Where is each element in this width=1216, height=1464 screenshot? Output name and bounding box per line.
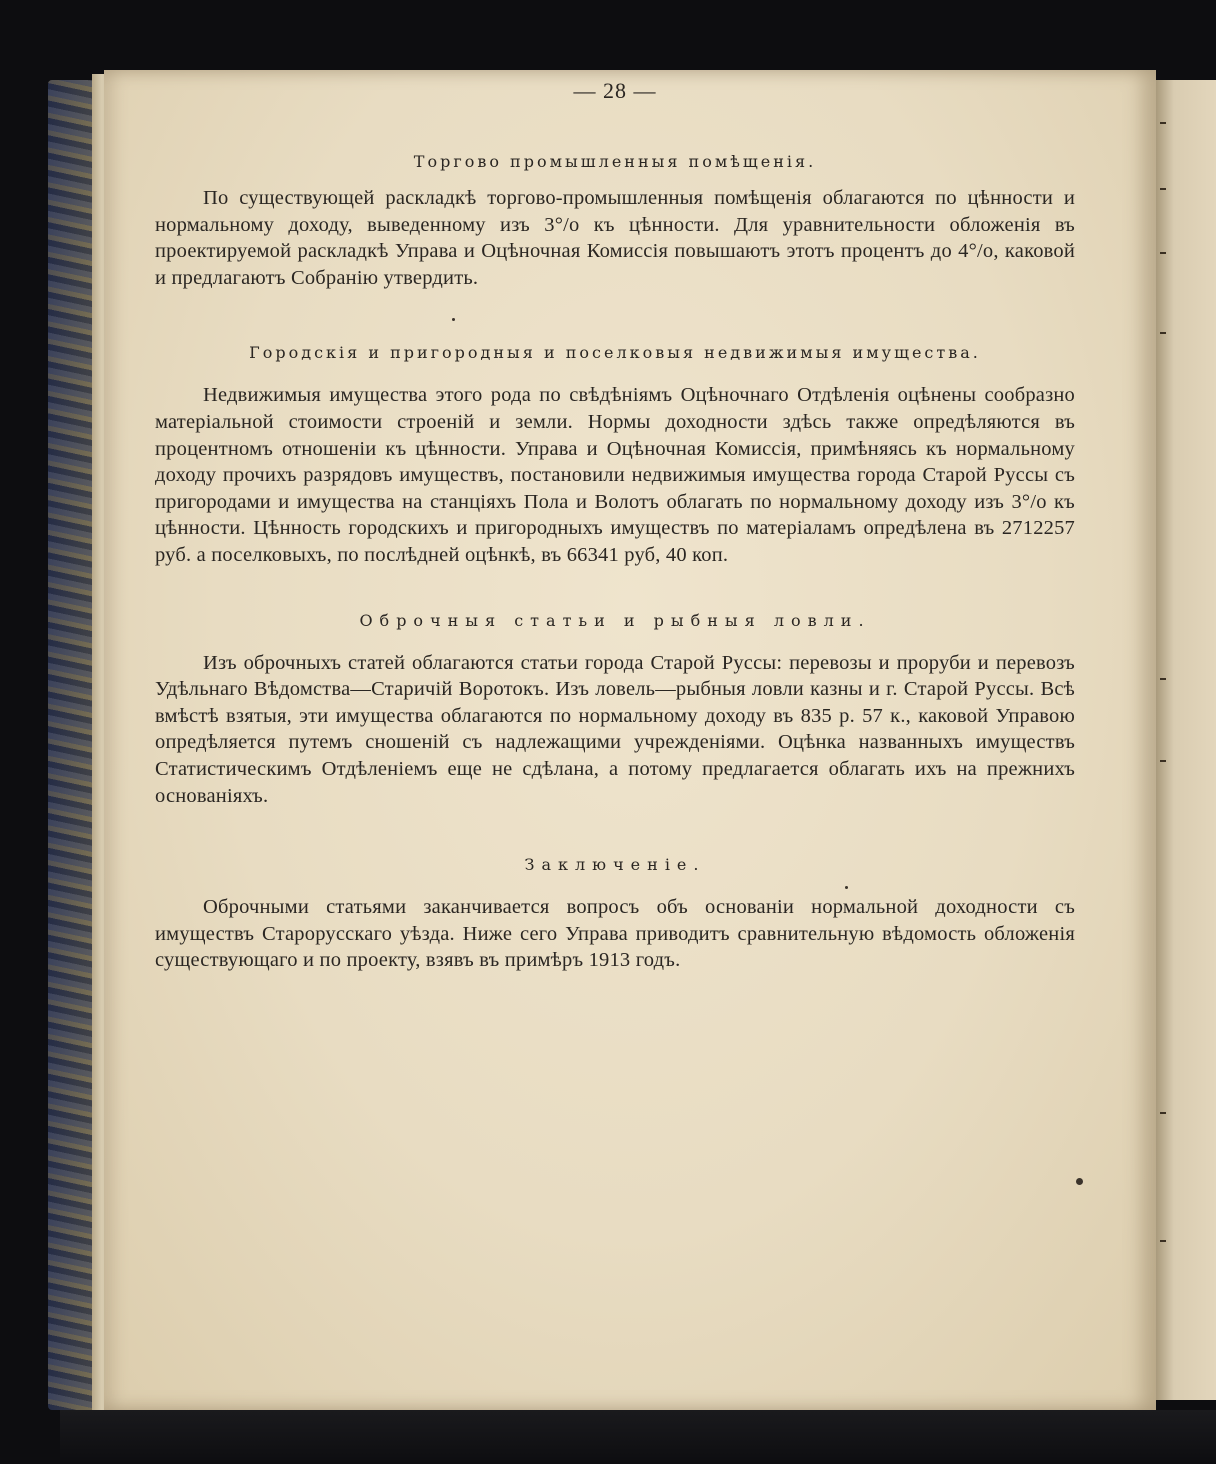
section-heading: Оброчныя статьи и рыбныя ловли. xyxy=(359,610,871,630)
page-number: — 28 — xyxy=(573,78,657,103)
section-paragraph: По существующей раскладкѣ торгово-промышленныя помѣщенія облагаются по цѣнности и нормальному доходу, выведенному изъ 3°/о къ цѣнности. Для уравнительности обложенія въ проектируемой раскладкѣ Управа и Оцѣночная Комиссія повышаютъ этотъ процентъ до 4°/о, каковой и предлагаютъ Собранію утвердить. xyxy=(155,187,1075,289)
section-paragraph: Оброчными статьями заканчивается вопросъ объ основаніи нормальной доходности съ имуществъ Старорусскаго уѣзда. Ниже сего Управа приводитъ сравнительную вѣдомость обложенія существующаго и по проекту, взявъ въ примѣръ 1913 годъ. xyxy=(155,896,1075,972)
page-mark xyxy=(1160,252,1166,254)
section-paragraph: Недвижимыя имущества этого рода по свѣдѣніямъ Оцѣночнаго Отдѣленія оцѣнены сообразно матеріальной стоимости строеній и земли. Нормы доходности здѣсь также опредѣляются въ процентномъ отношеніи къ цѣнности. Управа и Оцѣночная Комиссія, примѣняясь къ нормальному доходу прочихъ разрядовъ имуществъ, постановили недвижимыя имущества города Старой Руссы съ пригородами и имущества на станціяхъ Пола и Волотъ облагать по нормальному доходу изъ 3°/о къ цѣнности. Цѣнность городскихъ и пригородныхъ имуществъ по матеріаламъ опредѣлена въ 2712257 руб. а поселковыхъ, по послѣдней оцѣнкѣ, въ 66341 руб, 40 коп. xyxy=(155,384,1075,566)
page-mark xyxy=(1160,760,1166,762)
next-page-edge xyxy=(1156,80,1216,1400)
section-heading: Заключеніе. xyxy=(524,855,706,875)
page-mark xyxy=(1160,1240,1166,1242)
scan-background xyxy=(60,1410,1216,1464)
page-mark xyxy=(1160,1112,1166,1114)
page-text xyxy=(155,78,1075,974)
ink-spot xyxy=(1076,1178,1083,1185)
page-mark xyxy=(1160,122,1166,124)
page-mark xyxy=(1160,188,1166,190)
page-mark xyxy=(1160,332,1166,334)
section-heading: Торгово промышленныя помѣщенія. xyxy=(413,152,817,171)
section-heading: Городскія и пригородныя и поселковыя недвижимыя имущества. xyxy=(249,343,981,363)
section-paragraph: Изъ оброчныхъ статей облагаются статьи города Старой Руссы: перевозы и проруби и перевозъ Удѣльнаго Вѣдомства—Старичій Воротокъ. Изъ ловель—рыбныя ловли казны и г. Старой Руссы. Всѣ вмѣстѣ взятыя, эти имущества облагаются по нормальному доходу въ 835 р. 57 к., каковой Управою опредѣляется путемъ сношеній съ надлежащими учрежденіями. Оцѣнка названныхъ имуществъ Статистическимъ Отдѣленіемъ еще не сдѣлана, а потому предлагается облагать ихъ на прежнихъ основаніяхъ. xyxy=(155,651,1075,807)
page-mark xyxy=(1160,678,1166,680)
